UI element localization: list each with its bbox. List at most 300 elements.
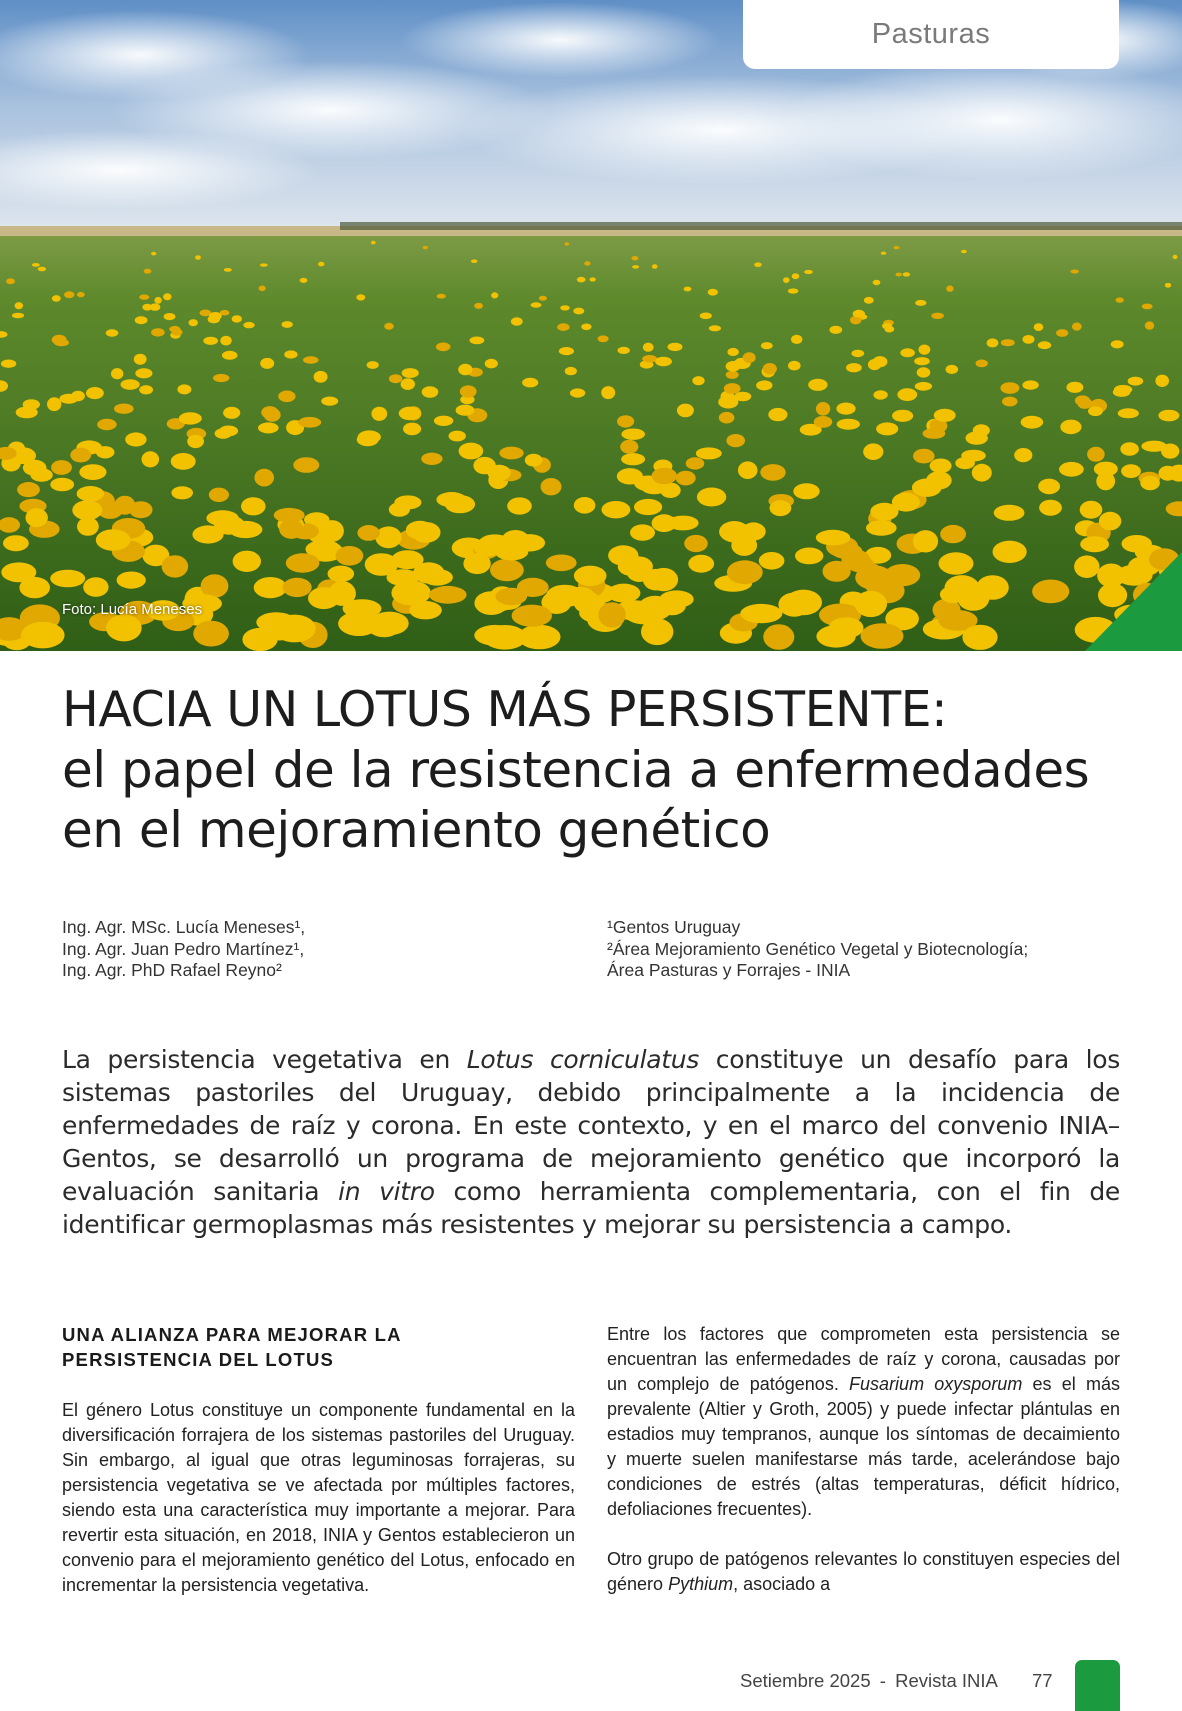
flower-mark bbox=[697, 488, 726, 507]
flower-mark bbox=[531, 302, 542, 307]
flower-mark bbox=[70, 448, 91, 463]
flower-mark bbox=[139, 294, 149, 299]
flower-mark bbox=[546, 555, 577, 572]
flower-mark bbox=[511, 317, 523, 326]
flower-mark bbox=[12, 313, 24, 319]
flower-mark bbox=[371, 241, 375, 245]
flower-mark bbox=[866, 520, 897, 535]
flower-mark bbox=[17, 482, 40, 497]
flower-mark bbox=[224, 268, 232, 272]
flower-mark bbox=[1116, 297, 1124, 302]
flower-mark bbox=[1111, 340, 1124, 348]
flower-mark bbox=[144, 269, 152, 274]
flower-mark bbox=[293, 457, 319, 473]
flower-mark bbox=[659, 590, 693, 608]
flower-mark bbox=[1000, 382, 1019, 394]
flower-mark bbox=[64, 291, 74, 298]
flower-mark bbox=[243, 322, 254, 328]
flower-mark bbox=[1116, 565, 1153, 586]
flower-mark bbox=[581, 324, 591, 331]
hero-photo bbox=[0, 0, 1182, 651]
flower-mark bbox=[630, 524, 655, 540]
flower-mark bbox=[77, 486, 105, 501]
flower-mark bbox=[192, 525, 223, 543]
flower-mark bbox=[756, 380, 772, 390]
flower-mark bbox=[499, 447, 523, 460]
flower-mark bbox=[700, 313, 712, 320]
affiliation: ¹Gentos Uruguay bbox=[607, 917, 741, 937]
flower-mark bbox=[357, 433, 379, 447]
flower-mark bbox=[456, 405, 475, 416]
flower-mark bbox=[788, 288, 799, 293]
flower-mark bbox=[976, 575, 1008, 600]
flower-mark bbox=[478, 534, 511, 551]
author: Ing. Agr. MSc. Lucía Meneses¹, bbox=[62, 917, 306, 937]
flower-mark bbox=[135, 368, 152, 378]
flower-mark bbox=[422, 569, 453, 586]
flower-mark bbox=[914, 357, 930, 365]
flower-mark bbox=[584, 261, 590, 265]
flower-mark bbox=[1141, 441, 1166, 452]
flower-mark bbox=[209, 312, 222, 320]
flower-mark bbox=[565, 242, 570, 245]
flower-mark bbox=[72, 500, 102, 520]
flower-mark bbox=[436, 342, 451, 351]
body-paragraph bbox=[607, 1547, 1120, 1597]
flower-mark bbox=[314, 371, 328, 383]
flower-mark bbox=[836, 403, 855, 415]
flower-mark bbox=[6, 278, 15, 284]
flower-mark bbox=[913, 530, 938, 552]
flower-mark bbox=[222, 351, 238, 360]
flower-mark bbox=[851, 350, 864, 357]
flower-mark bbox=[1038, 479, 1060, 495]
flower-mark bbox=[1021, 416, 1044, 429]
flower-mark bbox=[3, 535, 29, 551]
flower-mark bbox=[621, 429, 645, 440]
flower-mark bbox=[135, 316, 148, 324]
flower-mark bbox=[893, 246, 899, 249]
affiliation-list bbox=[607, 917, 1028, 982]
flower-mark bbox=[1080, 536, 1109, 552]
lead-text: La persistencia vegetativa en bbox=[62, 1045, 467, 1074]
section-tab: Pasturas bbox=[743, 0, 1119, 69]
lead-paragraph bbox=[62, 1043, 1120, 1241]
flower-mark bbox=[940, 525, 966, 543]
left-column bbox=[62, 1322, 575, 1623]
flower-mark bbox=[134, 354, 147, 365]
article-title bbox=[62, 680, 1122, 860]
flower-mark bbox=[724, 383, 741, 394]
flower-mark bbox=[1066, 382, 1083, 393]
flower-mark bbox=[617, 468, 643, 484]
flower-mark bbox=[298, 417, 321, 428]
lead-text: como herramienta complementaria, con el fin de identificar germoplasmas más resistentes y mejorar su persistencia a campo. bbox=[62, 1177, 1120, 1239]
flower-mark bbox=[577, 277, 586, 283]
flower-mark bbox=[59, 394, 78, 404]
lead-species: Lotus corniculatus bbox=[466, 1045, 700, 1074]
flower-mark bbox=[559, 347, 574, 355]
flower-mark bbox=[328, 566, 355, 582]
flower-mark bbox=[1022, 380, 1038, 389]
flower-mark bbox=[829, 617, 864, 638]
flower-mark bbox=[1014, 448, 1032, 462]
flower-mark bbox=[976, 360, 988, 368]
heading-line: UNA ALIANZA PARA MEJORAR LA bbox=[62, 1324, 402, 1345]
flower-mark bbox=[873, 390, 887, 399]
flower-mark bbox=[496, 588, 528, 605]
flower-mark bbox=[618, 347, 630, 354]
flower-mark bbox=[50, 478, 74, 492]
flower-mark bbox=[829, 326, 842, 334]
flower-mark bbox=[50, 570, 85, 588]
flower-mark bbox=[1173, 255, 1178, 259]
flower-mark bbox=[485, 359, 498, 369]
flower-mark bbox=[768, 408, 787, 421]
heading-line: PERSISTENCIA DEL LOTUS bbox=[62, 1349, 335, 1370]
flower-mark bbox=[343, 599, 382, 618]
flower-mark bbox=[114, 404, 134, 414]
flower-mark bbox=[946, 285, 953, 291]
flower-mark bbox=[565, 367, 577, 375]
flower-mark bbox=[193, 621, 229, 647]
title-line-3: en el mejoramiento genético bbox=[62, 801, 771, 859]
flower-mark bbox=[677, 404, 694, 418]
flower-mark bbox=[1056, 329, 1068, 337]
flower-mark bbox=[726, 361, 741, 372]
flower-mark bbox=[760, 464, 785, 481]
flower-mark bbox=[692, 376, 704, 385]
flower-mark bbox=[620, 440, 638, 454]
flower-mark bbox=[804, 270, 813, 274]
flower-mark bbox=[38, 267, 46, 272]
body-text: Otro grupo de patógenos relevantes lo constituyen especies del género bbox=[607, 1549, 1120, 1594]
flower-mark bbox=[873, 356, 888, 367]
flower-mark bbox=[151, 328, 165, 336]
flower-mark bbox=[77, 292, 85, 297]
flower-mark bbox=[763, 363, 777, 374]
flower-mark bbox=[892, 410, 913, 422]
flower-mark bbox=[708, 289, 718, 296]
flower-mark bbox=[931, 313, 944, 319]
flower-mark bbox=[726, 434, 745, 447]
flower-mark bbox=[151, 252, 156, 256]
flower-mark bbox=[961, 450, 986, 462]
flower-mark bbox=[429, 586, 467, 604]
flower-mark bbox=[855, 591, 887, 617]
flower-mark bbox=[617, 415, 634, 427]
field-photo-illustration bbox=[0, 0, 1182, 651]
affiliation: ²Área Mejoramiento Genético Vegetal y Biotecnología; bbox=[607, 938, 1029, 959]
body-text: es el más prevalente (Altier y Groth, 2005) y puede infectar plántulas en estadios muy tempranos, aunque los síntomas de decaimiento y muerte suelen manifestarse más tarde, acelerándose bajo condiciones de estrés (altas temperaturas, déficit hídrico, defoliaciones frecuentes). bbox=[607, 1374, 1120, 1519]
flower-mark bbox=[463, 553, 490, 574]
flower-mark bbox=[726, 371, 739, 379]
flower-mark bbox=[814, 416, 833, 428]
flower-mark bbox=[727, 560, 763, 584]
flower-mark bbox=[598, 335, 609, 342]
flower-mark bbox=[189, 319, 198, 326]
flower-mark bbox=[507, 497, 532, 514]
flower-mark bbox=[283, 578, 312, 597]
flower-mark bbox=[1098, 583, 1127, 607]
flower-mark bbox=[743, 352, 756, 363]
lead-invitro: in vitro bbox=[338, 1177, 435, 1206]
flower-mark bbox=[384, 323, 394, 330]
flower-mark bbox=[387, 569, 420, 586]
flower-mark bbox=[389, 502, 410, 517]
flower-mark bbox=[1001, 339, 1015, 346]
flower-mark bbox=[754, 262, 762, 267]
body-paragraph bbox=[607, 1322, 1120, 1522]
flower-mark bbox=[1087, 447, 1105, 462]
flower-mark bbox=[209, 488, 229, 502]
flower-mark bbox=[23, 399, 40, 410]
flower-mark bbox=[422, 386, 439, 398]
flower-mark bbox=[602, 501, 631, 518]
flower-mark bbox=[1120, 442, 1139, 456]
flower-mark bbox=[1118, 408, 1139, 418]
flower-mark bbox=[458, 364, 472, 376]
flower-mark bbox=[232, 315, 242, 322]
flower-mark bbox=[15, 302, 23, 309]
flower-mark bbox=[162, 555, 189, 577]
section-heading bbox=[62, 1322, 575, 1372]
flower-mark bbox=[761, 342, 773, 349]
flower-mark bbox=[471, 259, 477, 263]
flower-mark bbox=[177, 384, 191, 394]
flower-mark bbox=[684, 535, 708, 552]
flower-mark bbox=[434, 416, 453, 426]
flower-mark bbox=[111, 368, 123, 379]
flower-mark bbox=[895, 273, 902, 277]
flower-mark bbox=[853, 310, 865, 318]
flower-mark bbox=[795, 548, 823, 565]
affiliation: Área Pasturas y Forrajes - INIA bbox=[607, 960, 851, 980]
flower-mark bbox=[718, 396, 738, 409]
flower-mark bbox=[643, 343, 654, 352]
flower-mark bbox=[1032, 580, 1069, 604]
flower-mark bbox=[409, 601, 442, 619]
flower-mark bbox=[220, 336, 231, 346]
flower-mark bbox=[474, 625, 515, 646]
flower-mark bbox=[171, 486, 193, 499]
flower-mark bbox=[375, 526, 401, 548]
flower-mark bbox=[966, 431, 988, 444]
flower-mark bbox=[783, 277, 790, 283]
flower-mark bbox=[1060, 420, 1081, 435]
flower-mark bbox=[1070, 270, 1079, 274]
flower-mark bbox=[26, 508, 48, 527]
flower-mark bbox=[512, 605, 552, 627]
flower-mark bbox=[1077, 398, 1092, 409]
flower-mark bbox=[97, 419, 117, 430]
flower-mark bbox=[900, 348, 915, 357]
flower-mark bbox=[641, 618, 673, 645]
flower-mark bbox=[282, 321, 293, 328]
flower-mark bbox=[903, 272, 910, 276]
flower-mark bbox=[459, 443, 484, 460]
flower-mark bbox=[994, 505, 1025, 521]
flower-mark bbox=[676, 471, 696, 486]
flower-mark bbox=[259, 286, 266, 292]
flower-mark bbox=[449, 431, 466, 442]
flower-mark bbox=[357, 525, 379, 541]
flower-mark bbox=[598, 602, 625, 627]
flower-mark bbox=[1155, 375, 1169, 387]
flower-mark bbox=[164, 313, 176, 320]
flower-mark bbox=[570, 388, 585, 397]
flower-mark bbox=[793, 483, 819, 499]
flower-mark bbox=[1038, 341, 1051, 349]
page-footer bbox=[740, 1670, 1053, 1692]
flower-mark bbox=[565, 587, 594, 605]
title-line-1: HACIA UN LOTUS MÁS PERSISTENTE: bbox=[62, 681, 948, 738]
body-paragraph: El género Lotus constituye un componente fundamental en la diversificación forrajera de los sistemas pastoriles del Uruguay. Sin embargo, al igual que otras leguminosas forrajeras, su persistencia vegetativa se ve afectada por múltiples factores, siendo esta una característica muy importante a mejorar. Para revertir esta situación, en 2018, INIA y Gentos establecieron un convenio para el mejoramiento genético del Lotus, enfocado en incrementar la persistencia vegetativa. bbox=[62, 1400, 575, 1595]
flower-mark bbox=[163, 293, 172, 300]
flower-mark bbox=[52, 295, 61, 302]
flower-mark bbox=[83, 577, 108, 597]
flower-mark bbox=[1165, 283, 1171, 288]
flower-mark bbox=[1039, 500, 1062, 516]
flower-mark bbox=[759, 552, 785, 570]
flower-mark bbox=[260, 263, 268, 266]
flower-mark bbox=[54, 339, 69, 346]
flower-mark bbox=[993, 541, 1027, 563]
flower-mark bbox=[51, 460, 72, 475]
flower-mark bbox=[642, 355, 657, 363]
flower-mark bbox=[1002, 397, 1018, 407]
flower-mark bbox=[1140, 476, 1160, 491]
flower-mark bbox=[788, 361, 801, 371]
flower-mark bbox=[213, 374, 229, 382]
author: Ing. Agr. Juan Pedro Martínez¹, bbox=[62, 938, 305, 959]
flower-mark bbox=[727, 348, 738, 356]
flower-mark bbox=[121, 379, 140, 390]
flower-mark bbox=[1, 360, 16, 368]
flower-mark bbox=[401, 378, 415, 390]
flower-mark bbox=[1114, 385, 1132, 394]
flower-mark bbox=[864, 297, 874, 304]
flower-mark bbox=[371, 407, 387, 421]
flower-mark bbox=[621, 453, 645, 465]
flower-mark bbox=[684, 287, 692, 292]
flower-mark bbox=[961, 250, 967, 254]
flower-mark bbox=[861, 623, 904, 649]
magazine-name: Revista INIA bbox=[895, 1670, 997, 1691]
flower-mark bbox=[96, 529, 131, 551]
right-column bbox=[607, 1322, 1120, 1622]
lead-text: constituye un desafío para los sistemas pastoriles del Uruguay, debido principalmente a la incidencia de enfermedades de raíz y corona. En este contexto, y en el marco del convenio INIA–Gentos, se desarrolló un programa de mejoramiento genético que incorporó la evaluación sanitaria bbox=[62, 1045, 1120, 1206]
flower-mark bbox=[274, 508, 305, 523]
flower-mark bbox=[525, 454, 543, 467]
flower-mark bbox=[668, 343, 683, 351]
flower-mark bbox=[876, 422, 898, 435]
flower-mark bbox=[179, 412, 202, 424]
flower-mark bbox=[1023, 335, 1035, 344]
flower-mark bbox=[696, 447, 722, 459]
flower-mark bbox=[634, 499, 662, 515]
flower-mark bbox=[934, 409, 956, 422]
flower-mark bbox=[522, 378, 538, 388]
flower-mark bbox=[816, 530, 850, 546]
flower-mark bbox=[741, 522, 765, 540]
flower-mark bbox=[652, 514, 677, 532]
flower-mark bbox=[607, 584, 640, 603]
flower-mark bbox=[915, 300, 926, 306]
flower-mark bbox=[1142, 304, 1153, 310]
page-tab-marker bbox=[1075, 1660, 1120, 1711]
flower-mark bbox=[86, 387, 104, 399]
flower-mark bbox=[873, 280, 881, 285]
flower-mark bbox=[258, 422, 279, 433]
flower-mark bbox=[632, 265, 639, 269]
author-list bbox=[62, 917, 305, 982]
flower-mark bbox=[574, 566, 607, 586]
flower-mark bbox=[1128, 377, 1144, 386]
flower-mark bbox=[487, 465, 510, 481]
flower-mark bbox=[870, 503, 898, 521]
flower-mark bbox=[738, 461, 758, 479]
flower-mark bbox=[643, 569, 669, 591]
flower-mark bbox=[846, 363, 862, 372]
flower-mark bbox=[1059, 462, 1084, 477]
flower-mark bbox=[399, 407, 421, 421]
flower-mark bbox=[241, 497, 266, 515]
flower-mark bbox=[939, 552, 974, 574]
flower-mark bbox=[792, 273, 800, 279]
flower-mark bbox=[171, 453, 196, 470]
flower-mark bbox=[233, 551, 261, 572]
flower-mark bbox=[863, 443, 883, 460]
flower-mark bbox=[972, 464, 992, 482]
flower-mark bbox=[631, 256, 638, 260]
flower-mark bbox=[254, 469, 274, 487]
flower-mark bbox=[686, 457, 705, 469]
flower-mark bbox=[837, 419, 860, 430]
flower-mark bbox=[367, 361, 379, 369]
flower-mark bbox=[919, 345, 931, 355]
flower-mark bbox=[897, 388, 917, 401]
flower-mark bbox=[688, 555, 714, 573]
flower-mark bbox=[573, 308, 584, 315]
flower-mark bbox=[284, 350, 297, 358]
flower-mark bbox=[215, 428, 232, 439]
flower-mark bbox=[195, 255, 201, 260]
flower-mark bbox=[318, 262, 324, 267]
flower-mark bbox=[142, 304, 152, 311]
flower-mark bbox=[1074, 555, 1099, 578]
flower-mark bbox=[203, 337, 218, 345]
flower-mark bbox=[770, 500, 792, 516]
flower-mark bbox=[125, 432, 146, 446]
flower-mark bbox=[590, 277, 596, 281]
flower-mark bbox=[32, 263, 40, 267]
flower-mark bbox=[808, 379, 827, 391]
photo-credit: Foto: Lucía Meneses bbox=[62, 601, 203, 618]
flower-mark bbox=[96, 446, 115, 458]
page-number: 77 bbox=[1032, 1670, 1053, 1691]
flower-mark bbox=[106, 329, 119, 336]
flower-mark bbox=[79, 464, 106, 480]
flower-mark bbox=[882, 323, 892, 329]
flower-mark bbox=[923, 428, 946, 439]
issue-date: Setiembre 2025 bbox=[740, 1670, 871, 1691]
flower-mark bbox=[273, 615, 316, 643]
flower-mark bbox=[791, 335, 802, 344]
body-text: , asociado a bbox=[733, 1574, 831, 1594]
flower-mark bbox=[557, 323, 569, 331]
flower-mark bbox=[652, 468, 677, 484]
